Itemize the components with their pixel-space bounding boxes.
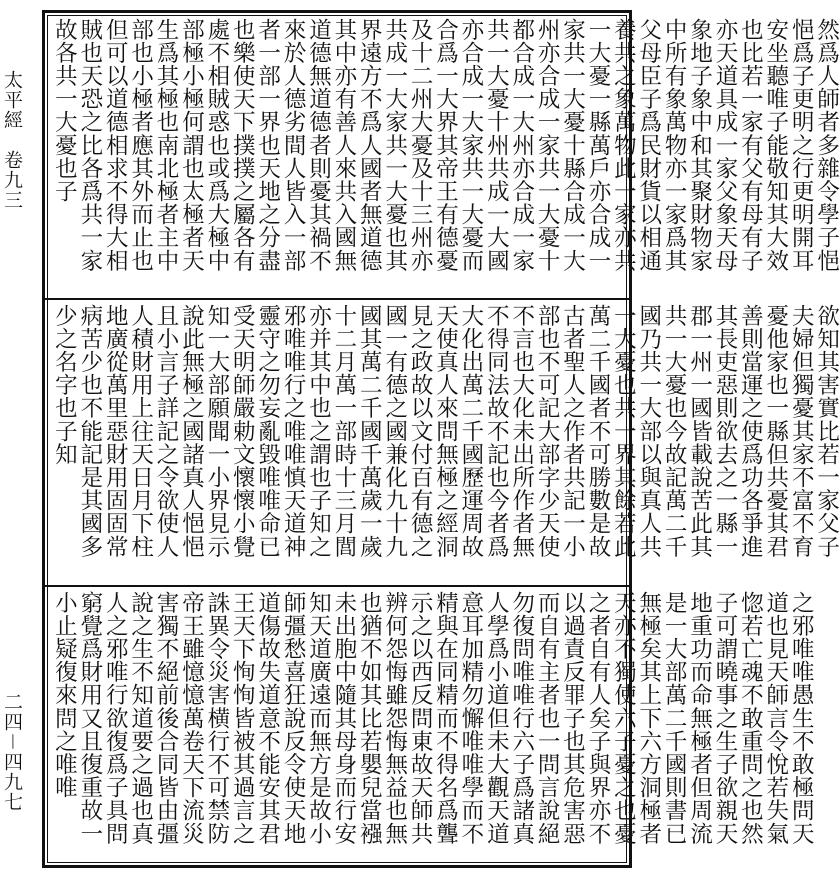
page-number: 二四－四九七 (1, 692, 23, 813)
text-body-top: 然爲人師者多雜令學子悒悒爲子更明之行更明開耳安坐聽唯子能敬知其大效也比若一家有父有母有子亦天道具成一家父象天母象地子象中和其聚財物家中所有象萬物亦一家爲其父母臣子爲民財貨以相通養共之象萬物此一家亦共一大憂一縣萬戶亦合成一家共一大憂十縣合成一大州亦合成一家共一大憂十都合成一大州亦合成一家共一大憂十州共成一大國亦合成一大家共一大憂而合爲一大界其帝王有德憂及十二州大憂及十三州亦共成一大家共一大憂也其界遠方不爲人國者無道德其中亦有善人來共入國無道德無道德者則憂其禍不來於人德劣間人皆入一部者一部一界也天地之分盡也樂使天下撲撲之屬各有處不相賊惑也或爲大極中部極小極何謂也太極者天生爲其極也南北極者主中部也小極者應其外而止也但可以道德相求不得大相賊也天恐之比各爲共一家故各共一大憂也子 (51, 18, 840, 273)
page-frame (42, 10, 840, 868)
text-block-top (51, 18, 840, 293)
volume-title: 太平經 卷九三 (1, 70, 23, 210)
text-block-middle (51, 304, 840, 580)
text-body-middle: 欲知其害實比若一家父子夫婦但獨憂其家不富不育憂他家也一縣但共憂其君善則當運之使爲功各爭進其長吏惡則欲去之一縣一郡一州一國皆載說苦此其共一大憂也今故記萬二千國乃共一大部以與真人共一大憂也共一界其餘若此萬二千國者不可勝數是故古者聖人之作者共記一小部也不可記大部字少天使不言也大化未出所作者無不得同法故不記也今者爲大化出萬二千國歷運周故天使真人來問無極之經洞見之政故以文付百有德之國一有德之國兼化九十九國其萬二千國千萬歲一歲十二月萬一部時十三月閭亦并其中也之謂也子知之邪唯唯行之唯唯慎天道神靈守之勿妄亂毀唯唯命已受天明師嚴勅文懷懷小覺知一大部願聞一小界見示說此無極之國諸真人悒悒且小言子詳記之令欲使人人積財用上往天日月下柱地廣從萬里惡財用固固常病苦少也不能記是其國多少之名字也子知 (51, 304, 840, 559)
divider-rule (45, 298, 629, 300)
text-body-bottom: 之邪唯唯愚生不敢極問天道也見天師言令悅若失氣惚若亡魂不敢重問之也然子可謂曉事之生子欲親天地重功而命無極者但周流是一大部萬二千國則書已無極矣其上下六方洞極者天亦不獨使六子憂之也憂之者自有人矣子與界亦不以過責反罪子也其危害惡而自有主者也一問言說絕勿復問唯唯行六子爲諸真人學爲小道但未大觀天道意耳加精勿懈唯唯學而不精與在同精而不得名爲聾示之以西反問東故天師共辨何怨悔雖怨悔無益也無也猶不如其比若嬰兒當襁未出胞中隨其母身而行安知天道廣遠而無方是故小師彊愁喜狂說反令使天地道傷故失道意不能安其君王天下恂恂皆被其過言之誅異令災害横行不可禁防帝王雖憶憶萬卷天下流災害獨不絕前後合同皆由彊說之生不知道要之過也真人之邪唯行欲復爲子具問窮覺爲財用又且復重故一小止疑復來問之唯唯 (51, 591, 815, 846)
text-block-bottom (51, 591, 815, 861)
divider-rule (45, 585, 629, 587)
